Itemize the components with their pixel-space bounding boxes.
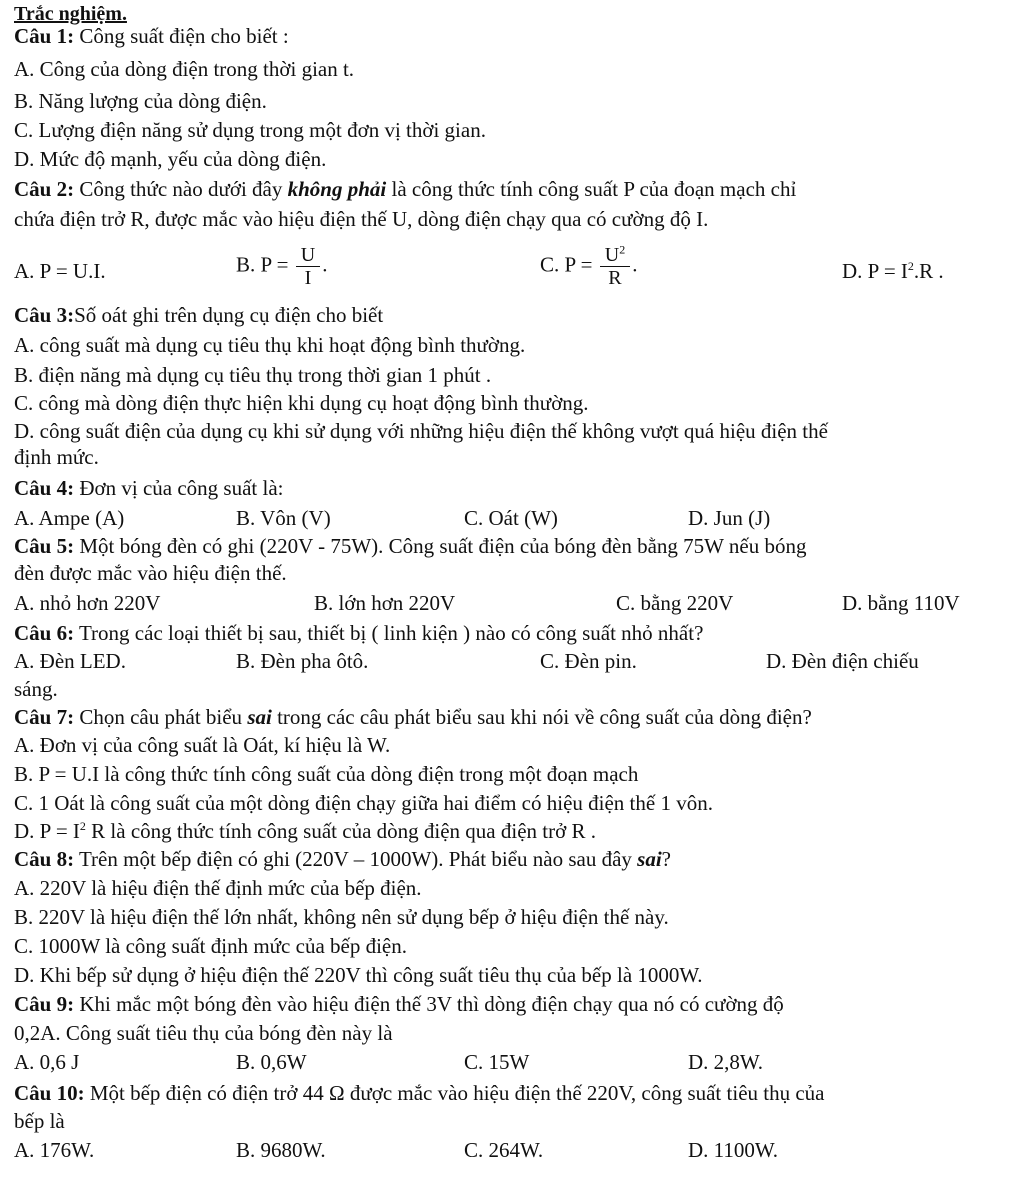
question-10-option-b: B. 9680W.: [236, 1138, 326, 1162]
fraction-u2-over-r: [600, 244, 630, 289]
option-d-prefix: D. P = I: [842, 259, 908, 283]
question-6: [14, 620, 1010, 646]
option-a-formula: A. P = U.I.: [14, 259, 106, 283]
question-3-continuation: định mức.: [14, 445, 99, 469]
question-1: [14, 23, 1010, 49]
question-6-label: Câu 6:: [14, 621, 75, 645]
fraction-numerator: U: [296, 244, 320, 267]
question-9-text: Khi mắc một bóng đèn vào hiệu điện thế 3V thì dòng điện chạy qua nó có cường độ: [74, 992, 784, 1016]
question-7-text-before: Chọn câu phát biểu: [74, 705, 248, 729]
question-5-option-d: D. bằng 110V: [842, 591, 960, 615]
question-5-option-c: C. bằng 220V: [616, 591, 734, 615]
numerator-base: U: [604, 244, 620, 266]
question-6-option-b: B. Đèn pha ôtô.: [236, 649, 369, 673]
question-9: [14, 991, 1010, 1017]
question-8-label: Câu 8:: [14, 847, 75, 871]
question-3: [14, 302, 1010, 328]
question-1-label: Câu 1:: [14, 24, 75, 48]
fraction-denominator: R: [608, 267, 622, 289]
option-d-suffix: .R .: [913, 259, 944, 283]
question-9-text-line2: 0,2A. Công suất tiêu thụ của bóng đèn này là: [14, 1021, 393, 1045]
question-1-option-c: C. Lượng điện năng sử dụng trong một đơn vị thời gian.: [14, 118, 486, 142]
numerator-exponent: 2: [619, 242, 626, 257]
question-1-option-b: B. Năng lượng của dòng điện.: [14, 89, 267, 113]
option-b-suffix: .: [322, 252, 328, 277]
question-5-option-a: A. nhỏ hơn 220V: [14, 591, 161, 615]
question-1-option-d: D. Mức độ mạnh, yếu của dòng điện.: [14, 147, 327, 171]
question-2-option-a: [14, 258, 106, 284]
page-title: Trắc nghiệm.: [14, 3, 127, 25]
question-3-option-c: C. công mà dòng điện thực hiện khi dụng cụ hoạt động bình thường.: [14, 391, 589, 415]
question-4-label: Câu 4:: [14, 476, 75, 500]
question-8-option-b: B. 220V là hiệu điện thế lớn nhất, không nên sử dụng bếp ở hiệu điện thế này.: [14, 905, 669, 929]
question-5-options: [14, 590, 1010, 616]
question-2-option-d: [842, 258, 944, 284]
question-8-option-a: A. 220V là hiệu điện thế định mức của bếp điện.: [14, 876, 422, 900]
question-10-option-d: D. 1100W.: [688, 1138, 779, 1162]
question-2-text-after: là công thức tính công suất P của đoạn mạch chỉ: [386, 177, 797, 201]
question-10-text-line2: bếp là: [14, 1109, 65, 1133]
question-4-option-c: C. Oát (W): [464, 506, 558, 530]
question-6-text: Trong các loại thiết bị sau, thiết bị ( linh kiện ) nào có công suất nhỏ nhất?: [74, 621, 704, 645]
question-3-option-a: A. công suất mà dụng cụ tiêu thụ khi hoạt động bình thường.: [14, 333, 526, 357]
fraction-denominator: I: [304, 267, 312, 289]
option-d-exponent: 2: [79, 819, 86, 833]
question-4-text: Đơn vị của công suất là:: [74, 476, 284, 500]
option-c-suffix: .: [632, 252, 638, 277]
question-10-options: [14, 1137, 1010, 1163]
question-2-option-c: [540, 244, 637, 289]
question-5-label: Câu 5:: [14, 534, 75, 558]
question-2-emphasis: không phải: [287, 177, 387, 201]
question-9-option-b: B. 0,6W: [236, 1050, 307, 1074]
question-6-option-d: D. Đèn điện chiếu: [766, 649, 919, 673]
question-2-text-line2: chứa điện trở R, được mắc vào hiệu điện thế U, dòng điện chạy qua có cường độ I.: [14, 207, 709, 231]
option-d-prefix: D. P = I: [14, 819, 80, 843]
question-8-text-after: ?: [661, 847, 671, 871]
question-9-option-a: A. 0,6 J: [14, 1050, 80, 1074]
question-2-text-before: Công thức nào dưới đây: [74, 177, 288, 201]
question-3-text: Số oát ghi trên dụng cụ điện cho biết: [74, 303, 384, 327]
question-8: [14, 846, 1010, 872]
question-6-option-a: A. Đèn LED.: [14, 649, 126, 673]
question-2-option-b: [236, 244, 327, 289]
option-d-suffix: R là công thức tính công suất của dòng điện qua điện trở R .: [85, 819, 596, 843]
question-2: [14, 176, 1010, 202]
option-d-exponent: 2: [907, 259, 914, 273]
question-7-option-c: C. 1 Oát là công suất của một dòng điện chạy giữa hai điểm có hiệu điện thế 1 vôn.: [14, 791, 713, 815]
question-4-options: [14, 505, 1010, 531]
fraction-u-over-i: [296, 244, 320, 289]
question-7-option-a: A. Đơn vị của công suất là Oát, kí hiệu là W.: [14, 733, 391, 757]
question-3-option-d: D. công suất điện của dụng cụ khi sử dụng với những hiệu điện thế không vượt quá hiệu điện thế: [14, 419, 828, 443]
question-7-label: Câu 7:: [14, 705, 75, 729]
question-4-option-d: D. Jun (J): [688, 506, 771, 530]
question-10-option-a: A. 176W.: [14, 1138, 95, 1162]
question-10-option-c: C. 264W.: [464, 1138, 544, 1162]
question-8-text-before: Trên một bếp điện có ghi (220V – 1000W). Phát biểu nào sau đây: [74, 847, 638, 871]
question-1-text: Công suất điện cho biết :: [74, 24, 289, 48]
fraction-numerator: [600, 244, 630, 267]
question-3-option-b: B. điện năng mà dụng cụ tiêu thụ trong thời gian 1 phút .: [14, 363, 492, 387]
question-10-text: Một bếp điện có điện trở 44 Ω được mắc vào hiệu điện thế 220V, công suất tiêu thụ của: [84, 1081, 825, 1105]
question-9-options: [14, 1049, 1010, 1075]
question-5-option-b: B. lớn hơn 220V: [314, 591, 456, 615]
question-10-label: Câu 10:: [14, 1081, 85, 1105]
question-4: [14, 475, 1010, 501]
question-9-option-d: D. 2,8W.: [688, 1050, 764, 1074]
question-5-text: Một bóng đèn có ghi (220V - 75W). Công suất điện của bóng đèn bằng 75W nếu bóng: [74, 534, 807, 558]
question-6-options: [14, 648, 1010, 674]
option-b-prefix: B. P =: [236, 252, 294, 277]
question-4-option-b: B. Vôn (V): [236, 506, 331, 530]
option-c-prefix: C. P =: [540, 252, 598, 277]
question-7-option-d: [14, 818, 1010, 844]
question-8-option-d: D. Khi bếp sử dụng ở hiệu điện thế 220V thì công suất tiêu thụ của bếp là 1000W.: [14, 963, 703, 987]
question-5-text-line2: đèn được mắc vào hiệu điện thế.: [14, 561, 287, 585]
question-6-continuation: sáng.: [14, 677, 58, 701]
question-8-emphasis: sai: [637, 847, 662, 871]
question-4-option-a: A. Ampe (A): [14, 506, 125, 530]
question-9-option-c: C. 15W: [464, 1050, 530, 1074]
question-1-option-a: A. Công của dòng điện trong thời gian t.: [14, 57, 355, 81]
question-3-label: Câu 3:: [14, 303, 75, 327]
question-8-option-c: C. 1000W là công suất định mức của bếp điện.: [14, 934, 407, 958]
question-9-label: Câu 9:: [14, 992, 75, 1016]
question-7: [14, 704, 1010, 730]
question-7-text-after: trong các câu phát biểu sau khi nói về công suất của dòng điện?: [271, 705, 812, 729]
question-7-emphasis: sai: [247, 705, 272, 729]
question-10: [14, 1080, 1010, 1106]
question-2-options: [14, 242, 1010, 300]
question-7-option-b: B. P = U.I là công thức tính công suất của dòng điện trong một đoạn mạch: [14, 762, 639, 786]
question-5: [14, 533, 1010, 559]
question-2-label: Câu 2:: [14, 177, 75, 201]
question-6-option-c: C. Đèn pin.: [540, 649, 637, 673]
